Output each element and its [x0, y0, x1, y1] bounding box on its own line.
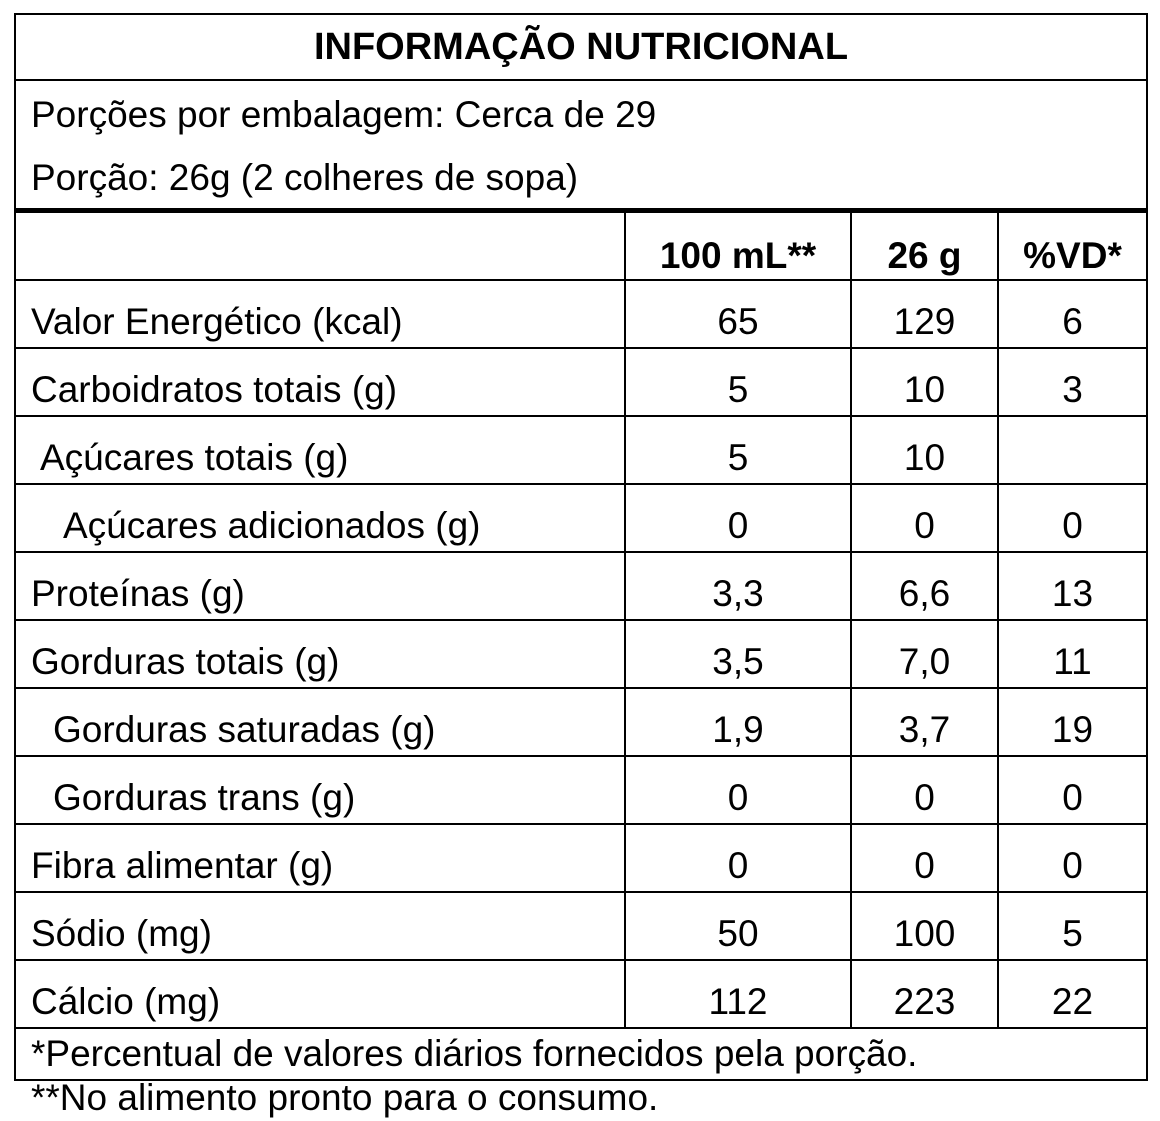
value-per-100ml: 3,3 [625, 552, 851, 620]
table-row [16, 960, 1146, 1028]
value-per-100ml: 65 [625, 280, 851, 348]
footnote-daily-value: *Percentual de valores diários fornecidos pela porção. [31, 1033, 918, 1074]
value-per-100ml: 0 [625, 756, 851, 824]
value-per-serving: 7,0 [851, 620, 998, 688]
value-per-100ml: 112 [625, 960, 851, 1028]
daily-value-percent: 0 [998, 824, 1146, 892]
daily-value-percent: 19 [998, 688, 1146, 756]
table-row [16, 416, 1146, 484]
value-per-100ml: 0 [625, 824, 851, 892]
nutrient-name: Proteínas (g) [16, 552, 625, 620]
footnote-ready-to-consume: **No alimento pronto para o consumo. [31, 1077, 659, 1118]
daily-value-percent: 22 [998, 960, 1146, 1028]
value-per-serving: 223 [851, 960, 998, 1028]
table-row [16, 688, 1146, 756]
nutrition-facts-label [14, 13, 1148, 1118]
value-per-100ml: 50 [625, 892, 851, 960]
table-header-row [16, 213, 1146, 280]
value-per-100ml: 5 [625, 348, 851, 416]
value-per-serving: 10 [851, 348, 998, 416]
table-row [16, 280, 1146, 348]
column-header-nutrient [16, 213, 625, 280]
nutrient-name: Gorduras trans (g) [16, 756, 625, 824]
table-row [16, 484, 1146, 552]
footnotes [16, 1031, 1146, 1119]
servings-per-package: Porções por embalagem: Cerca de 29 [31, 94, 657, 135]
nutrient-name: Fibra alimentar (g) [16, 824, 625, 892]
value-per-serving: 0 [851, 756, 998, 824]
nutrition-table [16, 213, 1146, 1029]
column-header-daily-value: %VD* [998, 213, 1146, 280]
nutrient-name: Carboidratos totais (g) [16, 348, 625, 416]
table-row [16, 756, 1146, 824]
nutrient-name: Valor Energético (kcal) [16, 280, 625, 348]
value-per-serving: 100 [851, 892, 998, 960]
table-row [16, 620, 1146, 688]
value-per-serving: 129 [851, 280, 998, 348]
daily-value-percent [998, 416, 1146, 484]
daily-value-percent: 6 [998, 280, 1146, 348]
value-per-100ml: 3,5 [625, 620, 851, 688]
value-per-100ml: 1,9 [625, 688, 851, 756]
value-per-serving: 3,7 [851, 688, 998, 756]
nutrient-name: Gorduras saturadas (g) [16, 688, 625, 756]
column-header-serving: 26 g [851, 213, 998, 280]
serving-size: Porção: 26g (2 colheres de sopa) [31, 157, 579, 198]
value-per-100ml: 5 [625, 416, 851, 484]
nutrient-name: Gorduras totais (g) [16, 620, 625, 688]
label-title: INFORMAÇÃO NUTRICIONAL [16, 15, 1146, 81]
value-per-serving: 6,6 [851, 552, 998, 620]
nutrient-name: Sódio (mg) [16, 892, 625, 960]
serving-info [16, 81, 1146, 213]
daily-value-percent: 0 [998, 756, 1146, 824]
daily-value-percent: 0 [998, 484, 1146, 552]
nutrient-name: Açúcares totais (g) [16, 416, 625, 484]
daily-value-percent: 11 [998, 620, 1146, 688]
value-per-serving: 0 [851, 484, 998, 552]
daily-value-percent: 3 [998, 348, 1146, 416]
nutrient-name: Açúcares adicionados (g) [16, 484, 625, 552]
daily-value-percent: 13 [998, 552, 1146, 620]
nutrient-name: Cálcio (mg) [16, 960, 625, 1028]
table-row [16, 348, 1146, 416]
table-row [16, 824, 1146, 892]
value-per-serving: 0 [851, 824, 998, 892]
table-row [16, 892, 1146, 960]
table-row [16, 552, 1146, 620]
value-per-100ml: 0 [625, 484, 851, 552]
column-header-100ml: 100 mL** [625, 213, 851, 280]
daily-value-percent: 5 [998, 892, 1146, 960]
value-per-serving: 10 [851, 416, 998, 484]
